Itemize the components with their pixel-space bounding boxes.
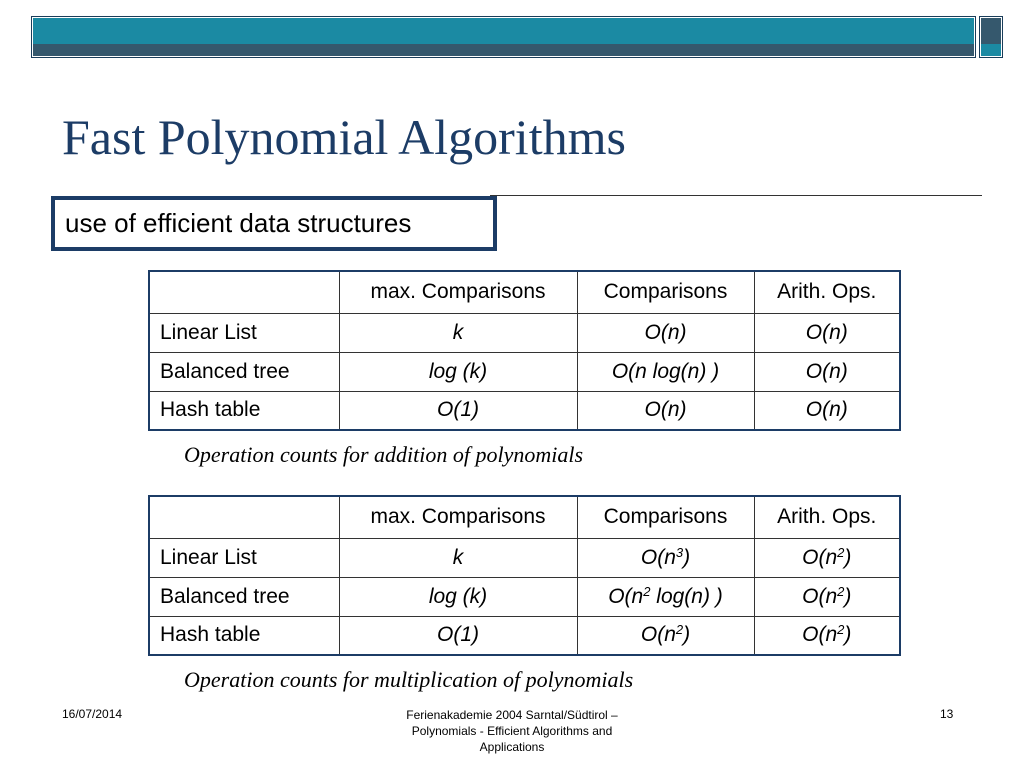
footer-center-line: Applications [479,740,545,754]
cell-max-comparisons: O(1) [339,616,577,655]
cell-comparisons [577,391,754,430]
table-header-row [149,271,900,313]
cell-base: O(n [802,545,838,569]
page-number: 13 [940,707,954,721]
table-row [149,577,900,616]
addition-table-caption: Operation counts for addition of polynomials [184,442,584,467]
cell-base: O(n) [805,398,848,422]
cell-max-comparisons: k [339,538,577,577]
corner-box-bottom [981,44,1001,56]
header-band-sub [33,44,974,56]
cell-base: O(n) [644,320,687,344]
cell-max-comparisons: log (k) [339,352,577,391]
table-row [149,391,900,430]
header-cell-max-comparisons: max. Comparisons [339,271,577,313]
header-cell-empty [149,271,339,313]
table-row [149,538,900,577]
cell-comparisons [577,352,754,391]
cell-rest: ) [683,623,691,647]
subtitle-box [51,196,497,251]
header-band-main [33,18,974,44]
header-cell-empty [149,496,339,538]
cell-exponent: 2 [675,622,684,638]
cell-rest: ) [844,584,852,608]
header-cell-comparisons: Comparisons [577,496,754,538]
cell-comparisons [577,313,754,352]
cell-exponent: 2 [837,583,845,599]
cell-arith-ops [754,577,900,616]
row-label: Hash table [149,391,339,430]
cell-arith-ops [754,616,900,655]
multiplication-table-caption: Operation counts for multiplication of polynomials [184,667,634,692]
header-cell-comparisons: Comparisons [577,271,754,313]
cell-max-comparisons: k [339,313,577,352]
cell-base: O(n log(n) ) [611,359,720,383]
cell-arith-ops [754,352,900,391]
cell-exponent: 2 [643,583,651,599]
cell-arith-ops [754,538,900,577]
footer-center-line: Polynomials - Efficient Algorithms and [411,724,613,738]
row-label: Hash table [149,616,339,655]
table-row [149,616,900,655]
row-label: Balanced tree [149,352,339,391]
cell-rest: ) [844,545,852,569]
cell-base: O(n) [805,320,848,344]
row-label: Linear List [149,538,339,577]
table-header-row [149,496,900,538]
cell-exponent: 2 [837,544,845,560]
cell-exponent: 2 [837,622,845,638]
row-label: Balanced tree [149,577,339,616]
multiplication-table [148,495,901,656]
row-label: Linear List [149,313,339,352]
table-row [149,352,900,391]
cell-rest: ) [844,623,852,647]
footer-center-line: Ferienakademie 2004 Sarntal/Südtirol – [406,708,618,722]
cell-rest: ) [683,545,691,569]
cell-base: O(n) [644,398,687,422]
footer-date: 16/07/2014 [62,707,123,721]
cell-base: O(n [640,623,676,647]
header-cell-arith-ops: Arith. Ops. [754,496,900,538]
cell-comparisons [577,538,754,577]
cell-arith-ops [754,313,900,352]
cell-base: O(n [640,545,676,569]
cell-base: O(n [802,584,838,608]
cell-max-comparisons: O(1) [339,391,577,430]
corner-box-top [981,18,1001,44]
cell-comparisons [577,577,754,616]
footer-center-text [362,707,662,755]
cell-rest: log(n) ) [650,584,723,608]
header-decorative-band [31,16,976,58]
addition-table [148,270,901,431]
cell-exponent: 3 [675,544,684,560]
cell-arith-ops [754,391,900,430]
cell-comparisons [577,616,754,655]
title-divider [490,195,982,196]
cell-base: O(n) [805,359,848,383]
cell-base: O(n [608,584,644,608]
subtitle-text: use of efficient data structures [65,208,412,238]
cell-max-comparisons: log (k) [339,577,577,616]
header-corner-box [979,16,1003,58]
table-row [149,313,900,352]
slide-title: Fast Polynomial Algorithms [62,109,626,165]
header-cell-arith-ops: Arith. Ops. [754,271,900,313]
header-cell-max-comparisons: max. Comparisons [339,496,577,538]
cell-base: O(n [802,623,838,647]
